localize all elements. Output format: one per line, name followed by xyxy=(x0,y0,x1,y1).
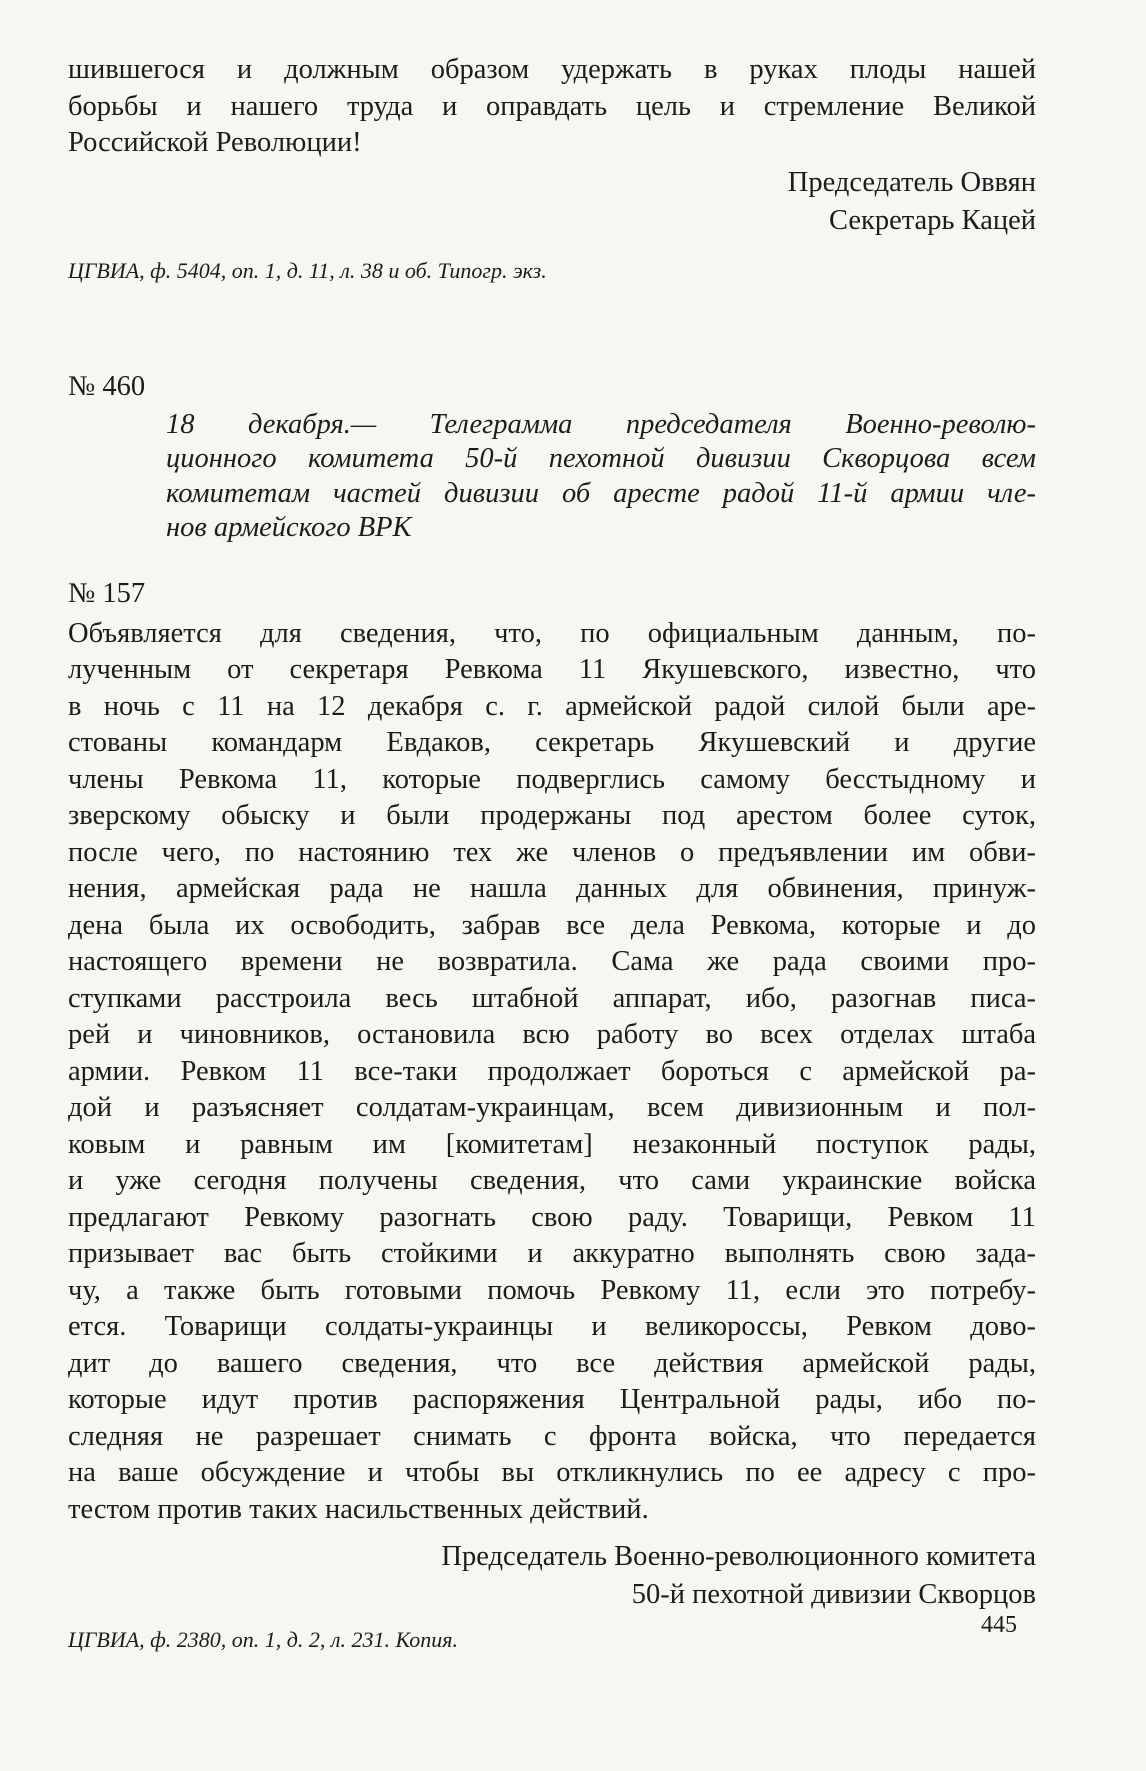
body-line: в ночь с 11 на 12 декабря с. г. армейской радой силой были аре- xyxy=(68,690,1036,722)
body-line: ковым и равным им [комитетам] незаконный поступок рады, xyxy=(68,1128,1036,1160)
previous-document-signatures xyxy=(68,164,1036,240)
signature-chairman: Председатель Оввян xyxy=(787,166,1036,198)
body-line: зверскому обыску и были продержаны под арестом более суток, xyxy=(68,800,1036,831)
body-line: рей и чиновников, остановила всю работу во всех отделах штаба xyxy=(68,1019,1036,1050)
body-line: и уже сегодня получены сведения, что сами украинские войска xyxy=(68,1165,1036,1196)
body-line: которые идут против распоряжения Центральной рады, ибо по- xyxy=(68,1384,1036,1415)
previous-document-closing xyxy=(68,52,1036,162)
body-line: дит до вашего сведения, что все действия армейской рады, xyxy=(68,1347,1036,1379)
text-line: шившегося и должным образом удержать в руках плоды нашей xyxy=(68,54,1036,85)
body-line: ступками расстроила весь штабной аппарат, ибо, разогнав писа- xyxy=(68,982,1036,1014)
heading-line: комитетам частей дивизии об аресте радой 11-й армии чле- xyxy=(166,477,1036,509)
body-line: Объявляется для сведения, что, по официальным данным, по- xyxy=(68,617,1036,649)
body-line: армии. Ревком 11 все-таки продолжает бороться с армейской ра- xyxy=(68,1055,1036,1087)
body-line: на ваше обсуждение и чтобы вы откликнулись по ее адресу с про- xyxy=(68,1457,1036,1488)
body-line: настоящего времени не возвратила. Сама же рада своими про- xyxy=(68,946,1036,977)
document-heading xyxy=(166,408,1036,546)
signature-line: Председатель Военно-революционного комитета xyxy=(441,1541,1036,1572)
body-line: призывает вас быть стойкими и аккуратно выполнять свою зада- xyxy=(68,1238,1036,1269)
body-line: предлагают Ревкому разогнать свою раду. Товарищи, Ревком 11 xyxy=(68,1201,1036,1233)
previous-document-source: ЦГВИА, ф. 5404, оп. 1, д. 11, л. 38 и об. Типогр. экз. xyxy=(68,257,547,283)
signature-line: 50-й пехотной дивизии Скворцов xyxy=(631,1579,1036,1610)
text-line: Российской Революции! xyxy=(68,127,362,158)
body-line: ется. Товарищи солдаты-украинцы и великороссы, Ревком дово- xyxy=(68,1311,1036,1342)
document-source: ЦГВИА, ф. 2380, оп. 1, д. 2, л. 231. Копия. xyxy=(68,1627,459,1652)
page-number: 445 xyxy=(981,1612,1017,1638)
body-line: следняя не разрешает снимать с фронта войска, что передается xyxy=(68,1420,1036,1452)
body-line: нения, армейская рада не нашла данных для обвинения, принуж- xyxy=(68,873,1036,904)
text-line: борьбы и нашего труда и оправдать цель и стремление Великой xyxy=(68,90,1036,122)
body-line: стованы командарм Евдаков, секретарь Якушевский и другие xyxy=(68,727,1036,758)
heading-line: ционного комитета 50-й пехотной дивизии Скворцова всем xyxy=(166,443,1036,474)
signature-secretary: Секретарь Кацей xyxy=(828,204,1036,236)
page-content xyxy=(68,52,1036,1654)
body-line: лученным от секретаря Ревкома 11 Якушевского, известно, что xyxy=(68,654,1036,685)
body-line: дена была их освободить, забрав все дела Ревкома, которые и до xyxy=(68,909,1036,941)
document-signature xyxy=(68,1538,1036,1614)
body-line: чу, а также быть готовыми помочь Ревкому 11, если это потребу- xyxy=(68,1274,1036,1306)
body-line: дой и разъясняет солдатам-украинцам, всем дивизионным и пол- xyxy=(68,1092,1036,1123)
telegram-body xyxy=(68,616,1036,1529)
heading-line: 18 декабря.— Телеграмма председателя Военно-револю- xyxy=(166,408,1036,440)
body-line: члены Ревкома 11, которые подверглись самому бесстыдному и xyxy=(68,763,1036,795)
document-number: № 460 xyxy=(68,370,146,402)
heading-line: нов армейского ВРК xyxy=(166,512,412,543)
body-line: после чего, по настоянию тех же членов о предъявлении им обви- xyxy=(68,836,1036,868)
telegram-number: № 157 xyxy=(68,577,146,609)
body-line: тестом против таких насильственных действий. xyxy=(68,1493,649,1525)
